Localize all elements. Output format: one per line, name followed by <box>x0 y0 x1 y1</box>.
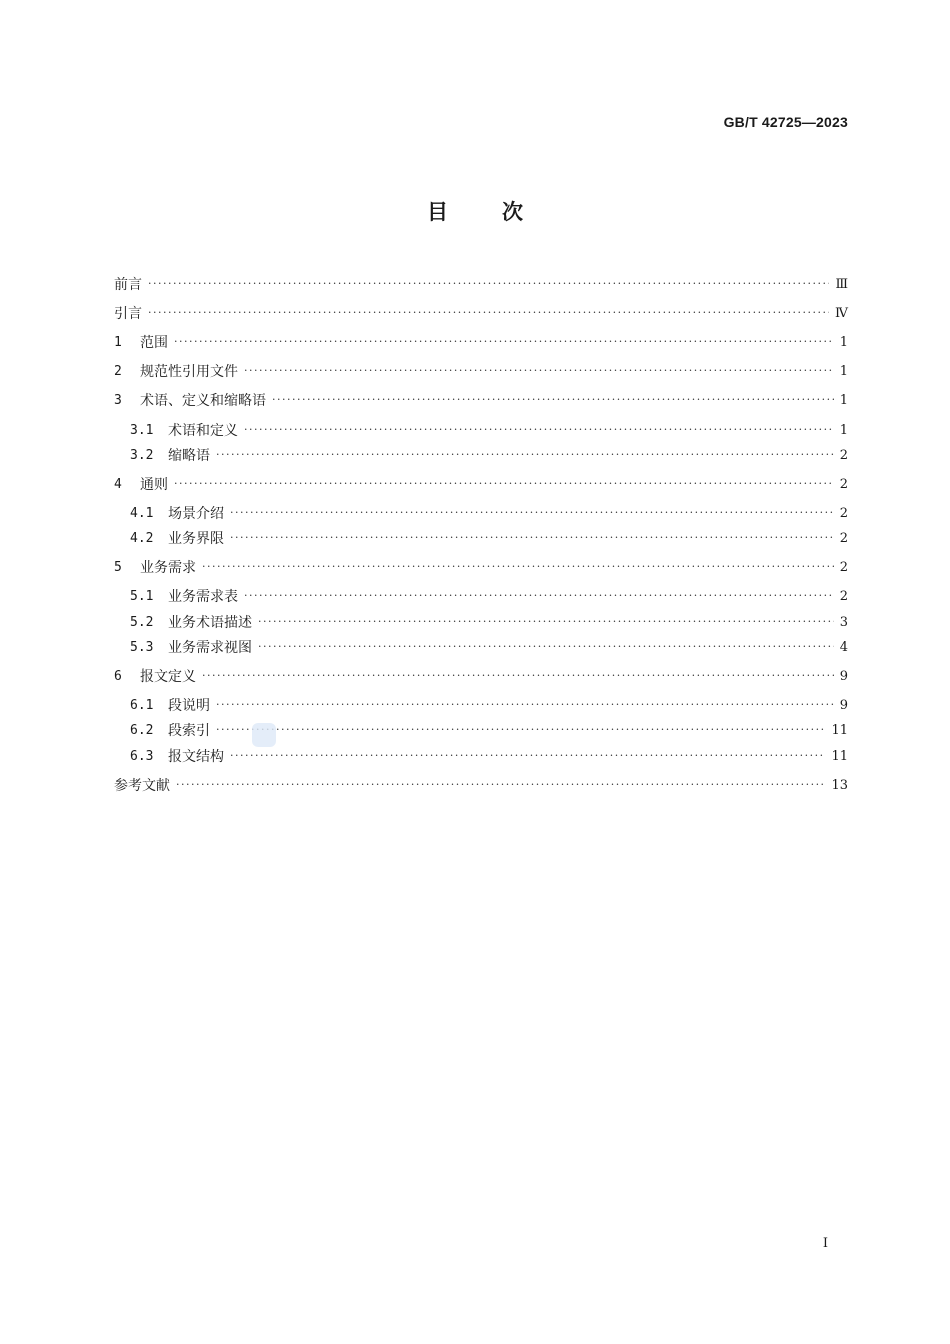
toc-entry-number: 6.2 <box>130 722 154 738</box>
toc-entry-label: 前言 <box>114 277 142 293</box>
toc-leader-dots <box>258 637 834 657</box>
toc-entry[interactable] <box>130 637 848 657</box>
toc-entry[interactable] <box>130 420 848 440</box>
toc-entry-number: 3 <box>114 392 122 408</box>
toc-entry-page: 2 <box>839 476 848 492</box>
toc-entry-label: 段说明 <box>168 698 210 714</box>
toc-entry-page: 11 <box>831 748 848 764</box>
toc-entry-label: 缩略语 <box>168 448 210 464</box>
toc-entry[interactable] <box>130 445 848 465</box>
toc-entry[interactable] <box>130 586 848 606</box>
toc-entry-page: 9 <box>839 668 848 684</box>
toc-entry-page: 1 <box>839 422 848 438</box>
toc-entry-page: 11 <box>831 722 848 738</box>
watermark-logo <box>252 723 276 747</box>
toc-entry-page: 13 <box>831 777 848 793</box>
toc-leader-dots <box>216 720 825 740</box>
toc-leader-dots <box>148 303 829 323</box>
toc-leader-dots <box>244 586 834 606</box>
toc-leader-dots <box>176 775 825 795</box>
toc-leader-dots <box>148 274 829 294</box>
toc-entry[interactable] <box>130 746 848 766</box>
toc-entry-label: 业务术语描述 <box>168 615 252 631</box>
toc-entry-page: 4 <box>839 639 848 655</box>
toc-entry-number: 4.2 <box>130 530 154 546</box>
toc-entry-label: 业务界限 <box>168 531 224 547</box>
toc-entry-number: 2 <box>114 363 122 379</box>
toc-entry-number: 6.3 <box>130 748 154 764</box>
toc-entry-number: 5.2 <box>130 614 154 630</box>
toc-entry-page: 2 <box>839 588 848 604</box>
toc-entry[interactable] <box>130 528 848 548</box>
toc-entry[interactable] <box>114 274 848 294</box>
toc-entry[interactable] <box>114 361 848 381</box>
toc-entry-label: 参考文献 <box>114 778 170 794</box>
toc-entry-page: 2 <box>839 559 848 575</box>
toc-entry[interactable] <box>130 695 848 715</box>
toc-entry-number: 3.2 <box>130 447 154 463</box>
toc-entry-number: 5 <box>114 559 122 575</box>
toc-title-char-2: 次 <box>502 200 523 224</box>
toc-entry-label: 业务需求表 <box>168 589 238 605</box>
toc-entry-number: 5.3 <box>130 639 154 655</box>
toc-leader-dots <box>216 445 834 465</box>
standard-number: GB/T 42725—2023 <box>723 114 848 130</box>
toc-entry-label: 引言 <box>114 306 142 322</box>
toc-entry-number: 5.1 <box>130 588 154 604</box>
toc-entry[interactable] <box>130 503 848 523</box>
toc-entry[interactable] <box>130 612 848 632</box>
toc-leader-dots <box>174 332 834 352</box>
toc-leader-dots <box>272 390 834 410</box>
toc-entry-label: 术语和定义 <box>168 423 238 439</box>
toc-entry-number: 6 <box>114 668 122 684</box>
toc-entry-label: 报文定义 <box>140 669 196 685</box>
toc-entry-label: 场景介绍 <box>168 506 224 522</box>
toc-entry-label: 业务需求 <box>140 560 196 576</box>
toc-entry[interactable] <box>114 557 848 577</box>
toc-leader-dots <box>202 666 834 686</box>
toc-leader-dots <box>258 612 834 632</box>
toc-entry-label: 报文结构 <box>168 749 224 765</box>
footer-page-number: I <box>822 1236 828 1251</box>
toc-entry[interactable] <box>130 720 848 740</box>
toc-entry[interactable] <box>114 332 848 352</box>
toc-entry-label: 规范性引用文件 <box>140 364 238 380</box>
toc-entry[interactable] <box>114 775 848 795</box>
toc-entry-number: 4 <box>114 476 122 492</box>
toc-leader-dots <box>244 361 834 381</box>
toc-entry-page: 1 <box>839 392 848 408</box>
toc-entry-number: 1 <box>114 334 122 350</box>
toc-leader-dots <box>202 557 834 577</box>
toc-entry-page: 2 <box>839 447 848 463</box>
toc-entry-number: 4.1 <box>130 505 154 521</box>
toc-entry[interactable] <box>114 666 848 686</box>
toc-title <box>0 196 950 226</box>
toc-entry-page: 2 <box>839 530 848 546</box>
toc-entry-label: 通则 <box>140 477 168 493</box>
toc-entry-label: 业务需求视图 <box>168 640 252 656</box>
toc-entry-number: 6.1 <box>130 697 154 713</box>
toc-entry-label: 术语、定义和缩略语 <box>140 393 266 409</box>
toc-entry[interactable] <box>114 390 848 410</box>
toc-leader-dots <box>230 503 834 523</box>
toc-leader-dots <box>230 528 834 548</box>
toc-entry-label: 范围 <box>140 335 168 351</box>
toc-leader-dots <box>230 746 825 766</box>
toc-entry[interactable] <box>114 303 848 323</box>
toc-leader-dots <box>244 420 834 440</box>
toc-entry-number: 3.1 <box>130 422 154 438</box>
toc-entry-page: 1 <box>839 334 848 350</box>
toc-entry-page: 2 <box>839 505 848 521</box>
toc-entry-page: 9 <box>839 697 848 713</box>
toc-title-char-1: 目 <box>427 200 448 224</box>
toc-entry-page: 1 <box>839 363 848 379</box>
toc-entry-page: 3 <box>839 614 848 630</box>
toc-leader-dots <box>216 695 834 715</box>
toc-entry-label: 段索引 <box>168 723 210 739</box>
toc-entry[interactable] <box>114 474 848 494</box>
toc-leader-dots <box>174 474 834 494</box>
toc-entry-page: Ⅲ <box>835 276 848 292</box>
toc-entry-page: Ⅳ <box>835 305 848 321</box>
